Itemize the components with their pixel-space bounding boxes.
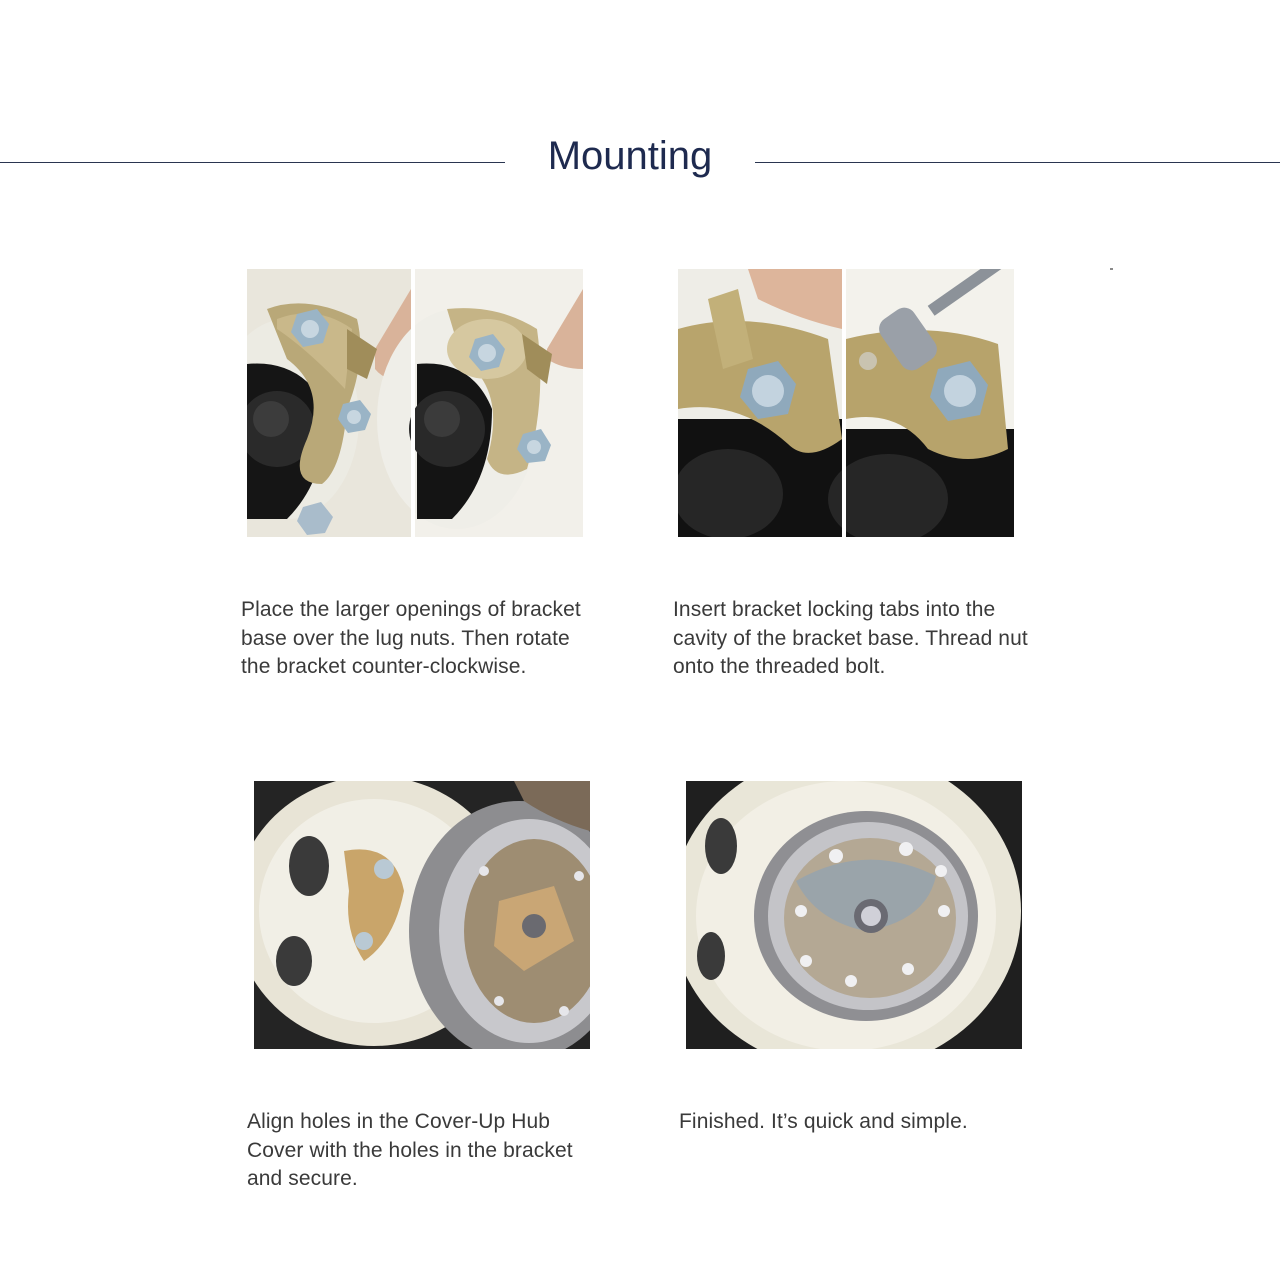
step-3-photo — [254, 781, 590, 1049]
step-4-caption: Finished. It’s quick and simple. — [679, 1110, 968, 1133]
step-4-photo — [686, 781, 1022, 1049]
step-1-caption: Place the larger openings of bracket base over the lug nuts. Then rotate the bracket counter-clockwise. — [241, 598, 581, 678]
step-2-photo — [678, 269, 1014, 537]
title-rule-right — [755, 162, 1280, 163]
stray-mark — [1110, 268, 1113, 270]
step-2-caption: Insert bracket locking tabs into the cavity of the bracket base. Thread nut onto the threaded bolt. — [673, 598, 1028, 678]
step-3-caption: Align holes in the Cover-Up Hub Cover with the holes in the bracket and secure. — [247, 1110, 573, 1190]
title-rule-left — [0, 162, 505, 163]
step-1-photo — [247, 269, 583, 537]
section-title: Mounting — [547, 134, 713, 178]
